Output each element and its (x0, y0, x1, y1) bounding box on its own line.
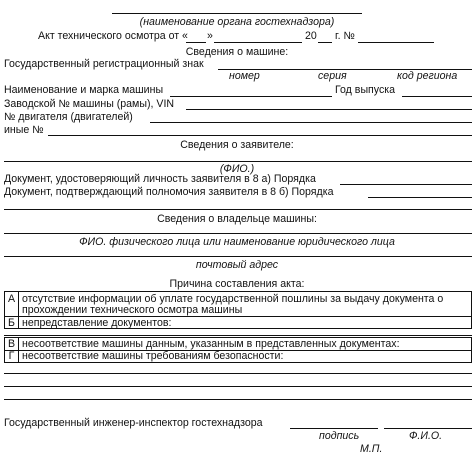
vin-label: Заводской № машины (рамы), VIN (4, 98, 175, 110)
machine-section-title: Сведения о машине: (185, 46, 289, 58)
power-doc-line-2[interactable] (4, 209, 472, 210)
owner-address-caption: почтовый адрес (195, 259, 279, 271)
reg-region-caption: код региона (397, 70, 458, 82)
reason-table-ab (4, 291, 472, 329)
reason-g-letter: Г (8, 350, 15, 362)
signature-line[interactable] (290, 428, 378, 429)
reason-v-line1[interactable]: несоответствие машины данным, указанным в представленных документах: (22, 338, 400, 350)
authority-caption: (наименование органа гостехнадзора) (139, 16, 335, 28)
reason-b-line1[interactable]: непредставление документов: (22, 317, 172, 329)
act-month-line[interactable] (214, 42, 302, 43)
inspector-fio-line[interactable] (384, 428, 472, 429)
act-year-suffix: г. № (335, 30, 355, 42)
owner-name-line[interactable] (4, 233, 472, 234)
other-label: иные № (4, 124, 44, 136)
power-doc-label: Документ, подтверждающий полномочия заявителя в 8 б) Порядка (4, 186, 334, 198)
act-prefix: Акт технического осмотра от « (38, 30, 188, 42)
stamp-caption: М.П. (360, 443, 383, 455)
other-line[interactable] (48, 135, 472, 136)
act-year-prefix: 20 (305, 30, 317, 42)
reason-v-letter: В (7, 338, 16, 350)
name-brand-label: Наименование и марка машины (4, 84, 164, 96)
id-doc-label: Документ, удостоверяющий личность заявителя в 8 а) Порядка (4, 173, 316, 185)
top-rule (112, 13, 362, 14)
inspector-label: Государственный инженер-инспектор гостехнадзора (4, 417, 263, 429)
id-doc-line[interactable] (340, 184, 472, 185)
reason-g-line1[interactable]: несоответствие машины требованиям безопасности: (22, 350, 284, 362)
reason-a-line2[interactable]: прохождении технического осмотра машины (22, 304, 243, 316)
owner-section-title: Сведения о владельце машины: (157, 213, 317, 225)
owner-address-line[interactable] (4, 256, 472, 257)
owner-name-caption: ФИО. физического лица или наименование юридического лица (79, 236, 395, 248)
reg-number-caption: номер (229, 70, 260, 82)
reason-a-letter: А (7, 293, 16, 305)
reg-series-caption: серия (318, 70, 347, 82)
reason-section-title: Причина составления акта: (169, 278, 305, 290)
reason-a-line1[interactable]: отсутствие информации об уплате государственной пошлины за выдачу документа о (22, 293, 444, 305)
reason-fill-line-1[interactable] (4, 373, 472, 374)
applicant-fio-caption: (ФИО.) (219, 163, 255, 175)
year-label: Год выпуска (335, 84, 396, 96)
applicant-section-title: Сведения о заявителе: (180, 139, 294, 151)
reason-b-fill-line[interactable] (4, 335, 472, 336)
reason-fill-line-2[interactable] (4, 386, 472, 387)
act-day-line[interactable] (186, 42, 206, 43)
applicant-fio-line[interactable] (4, 161, 472, 162)
act-year-line[interactable] (318, 42, 332, 43)
vin-line[interactable] (186, 109, 472, 110)
reason-b-letter: Б (8, 317, 15, 329)
act-number-line[interactable] (358, 42, 434, 43)
signature-caption: подпись (319, 430, 360, 442)
act-mid: » (207, 30, 213, 42)
name-brand-line[interactable] (170, 96, 332, 97)
inspector-fio-caption: Ф.И.О. (409, 430, 443, 442)
power-doc-line[interactable] (368, 197, 472, 198)
reason-fill-line-3[interactable] (4, 399, 472, 400)
reason-table-vg (4, 337, 472, 363)
engine-line[interactable] (150, 122, 472, 123)
year-line[interactable] (402, 96, 472, 97)
reg-sign-label: Государственный регистрационный знак (4, 58, 204, 70)
engine-label: № двигателя (двигателей) (4, 111, 133, 123)
